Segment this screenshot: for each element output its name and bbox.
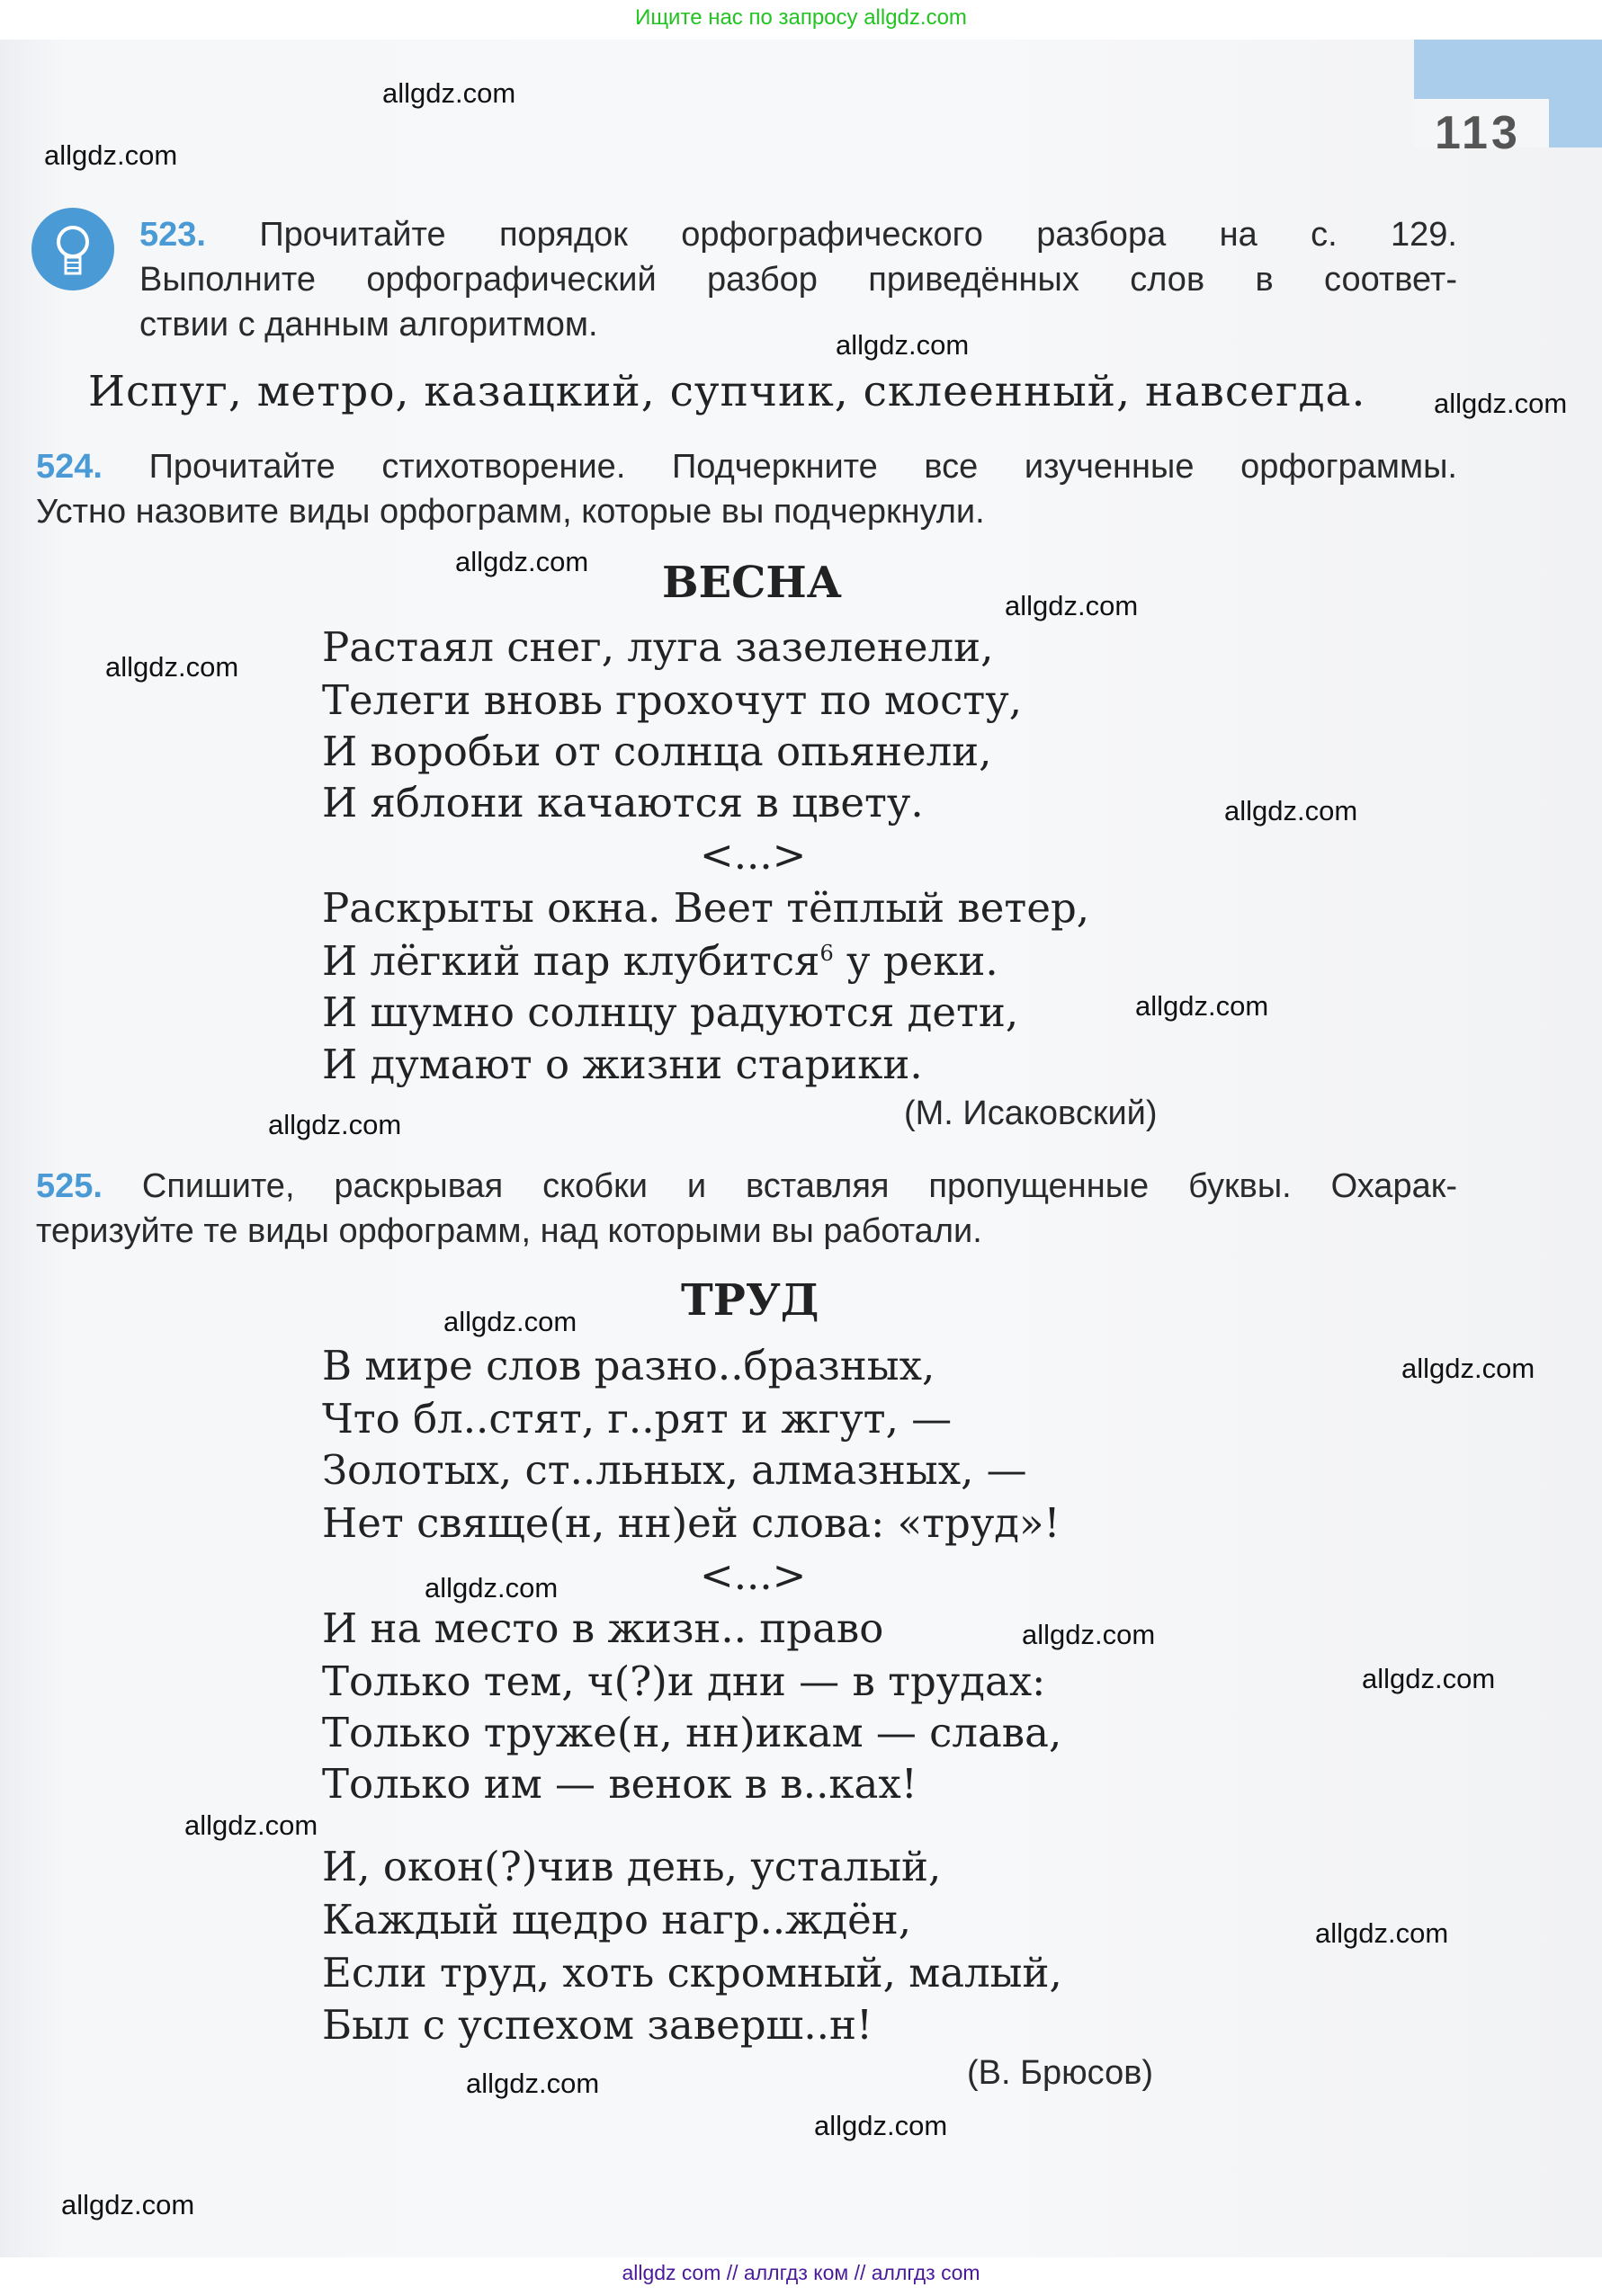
poem-author: (М. Исаковский) — [904, 1094, 1158, 1132]
ex524-line-2: Устно назовите виды орфограмм, которые вы подчеркнули. — [36, 493, 985, 531]
poem-line: Золотых, ст..льных, алмазных, — — [322, 1446, 1027, 1494]
poem-line: Был с успехом заверш..н! — [322, 2001, 873, 2049]
poem-line: Каждый щедро нагр..ждён, — [322, 1896, 912, 1943]
watermark: allgdz.com — [443, 1306, 577, 1337]
poem-line: И на место в жизн.. право — [322, 1604, 884, 1652]
watermark: allgdz.com — [1362, 1663, 1496, 1694]
page-number: 113 — [1435, 107, 1521, 159]
ex523-number: 523. — [139, 216, 206, 254]
watermark: allgdz.com — [466, 2068, 600, 2099]
poem-ellipsis: <...> — [700, 1551, 807, 1599]
watermark: allgdz.com — [184, 1809, 318, 1841]
footnote-marker: 6 — [819, 941, 834, 966]
lightbulb-icon — [31, 208, 114, 290]
poem-line: В мире слов разно..бразных, — [322, 1342, 935, 1389]
poem-line: И яблони качаются в цвету. — [322, 779, 924, 826]
poem-ellipsis: <...> — [700, 831, 807, 879]
ex523-words: Испуг, метро, казацкий, супчик, склеенный, навсегда. — [88, 367, 1366, 416]
ex524-line-1: 524. Прочитайте стихотворение. Подчеркните все изученные орфограммы. — [36, 448, 1457, 486]
watermark: allgdz.com — [61, 2189, 195, 2220]
ex523-line-1: 523. Прочитайте порядок орфографического разбора на с. 129. — [139, 216, 1457, 254]
poem-line: И воробьи от солнца опьянели, — [322, 728, 992, 775]
watermark: allgdz.com — [105, 651, 239, 683]
ex523-line-2: Выполните орфографический разбор приведённых слов в соответ- — [139, 261, 1457, 299]
watermark: allgdz.com — [1135, 990, 1269, 1022]
watermark: allgdz.com — [1434, 388, 1568, 419]
poem-author: (В. Брюсов) — [967, 2054, 1154, 2092]
watermark: allgdz.com — [455, 546, 589, 577]
poem-line: И, окон(?)чив день, усталый, — [322, 1843, 942, 1890]
poem-line: Нет свяще(н, нн)ей слова: «труд»! — [322, 1499, 1061, 1547]
watermark: allgdz.com — [1401, 1353, 1535, 1384]
watermark: allgdz.com — [44, 139, 178, 171]
watermark: allgdz.com — [1022, 1619, 1156, 1650]
poem-line: Только им — венок в в..ках! — [322, 1760, 917, 1808]
watermark: allgdz.com — [1224, 795, 1358, 826]
poem-line: И лёгкий пар клубится$^6$ у реки. — [322, 937, 998, 985]
watermark: allgdz.com — [1315, 1917, 1449, 1949]
watermark: allgdz.com — [1005, 590, 1139, 621]
watermark: allgdz.com — [382, 77, 516, 109]
poem-line: Растаял снег, луга зазеленели, — [322, 623, 994, 671]
footer-links[interactable]: allgdz com // аллгдз ком // аллгдз com — [622, 2261, 980, 2284]
poem-line: Только тем, ч(?)и дни — в трудах: — [322, 1657, 1046, 1705]
watermark: allgdz.com — [836, 329, 970, 361]
poem-line: Только труже(н, нн)икам — слава, — [322, 1709, 1062, 1756]
watermark: allgdz.com — [425, 1572, 559, 1604]
poem-line: Что бл..стят, г..рят и жгут, — — [322, 1395, 953, 1443]
top-banner[interactable]: Ищите нас по запросу allgdz.com — [635, 5, 967, 30]
poem-line: И думают о жизни старики. — [322, 1041, 923, 1088]
ex525-number: 525. — [36, 1167, 103, 1205]
poem-title-vesna: ВЕСНА — [662, 558, 842, 608]
ex525-line-1: 525. Спишите, раскрывая скобки и вставляя пропущенные буквы. Охарак- — [36, 1167, 1457, 1205]
ex525-line-2: теризуйте те виды орфограмм, над которыми вы работали. — [36, 1212, 982, 1250]
poem-line: И шумно солнцу радуются дети, — [322, 988, 1019, 1036]
poem-line: Телеги вновь грохочут по мосту, — [322, 676, 1023, 724]
watermark: allgdz.com — [814, 2110, 948, 2141]
watermark: allgdz.com — [268, 1109, 402, 1140]
ex523-line-3: ствии с данным алгоритмом. — [139, 306, 598, 344]
poem-line: Раскрыты окна. Веет тёплый ветер, — [322, 884, 1090, 932]
poem-line: Если труд, хоть скромный, малый, — [322, 1949, 1062, 1997]
poem-title-trud: ТРУД — [681, 1275, 819, 1326]
ex524-number: 524. — [36, 448, 103, 486]
